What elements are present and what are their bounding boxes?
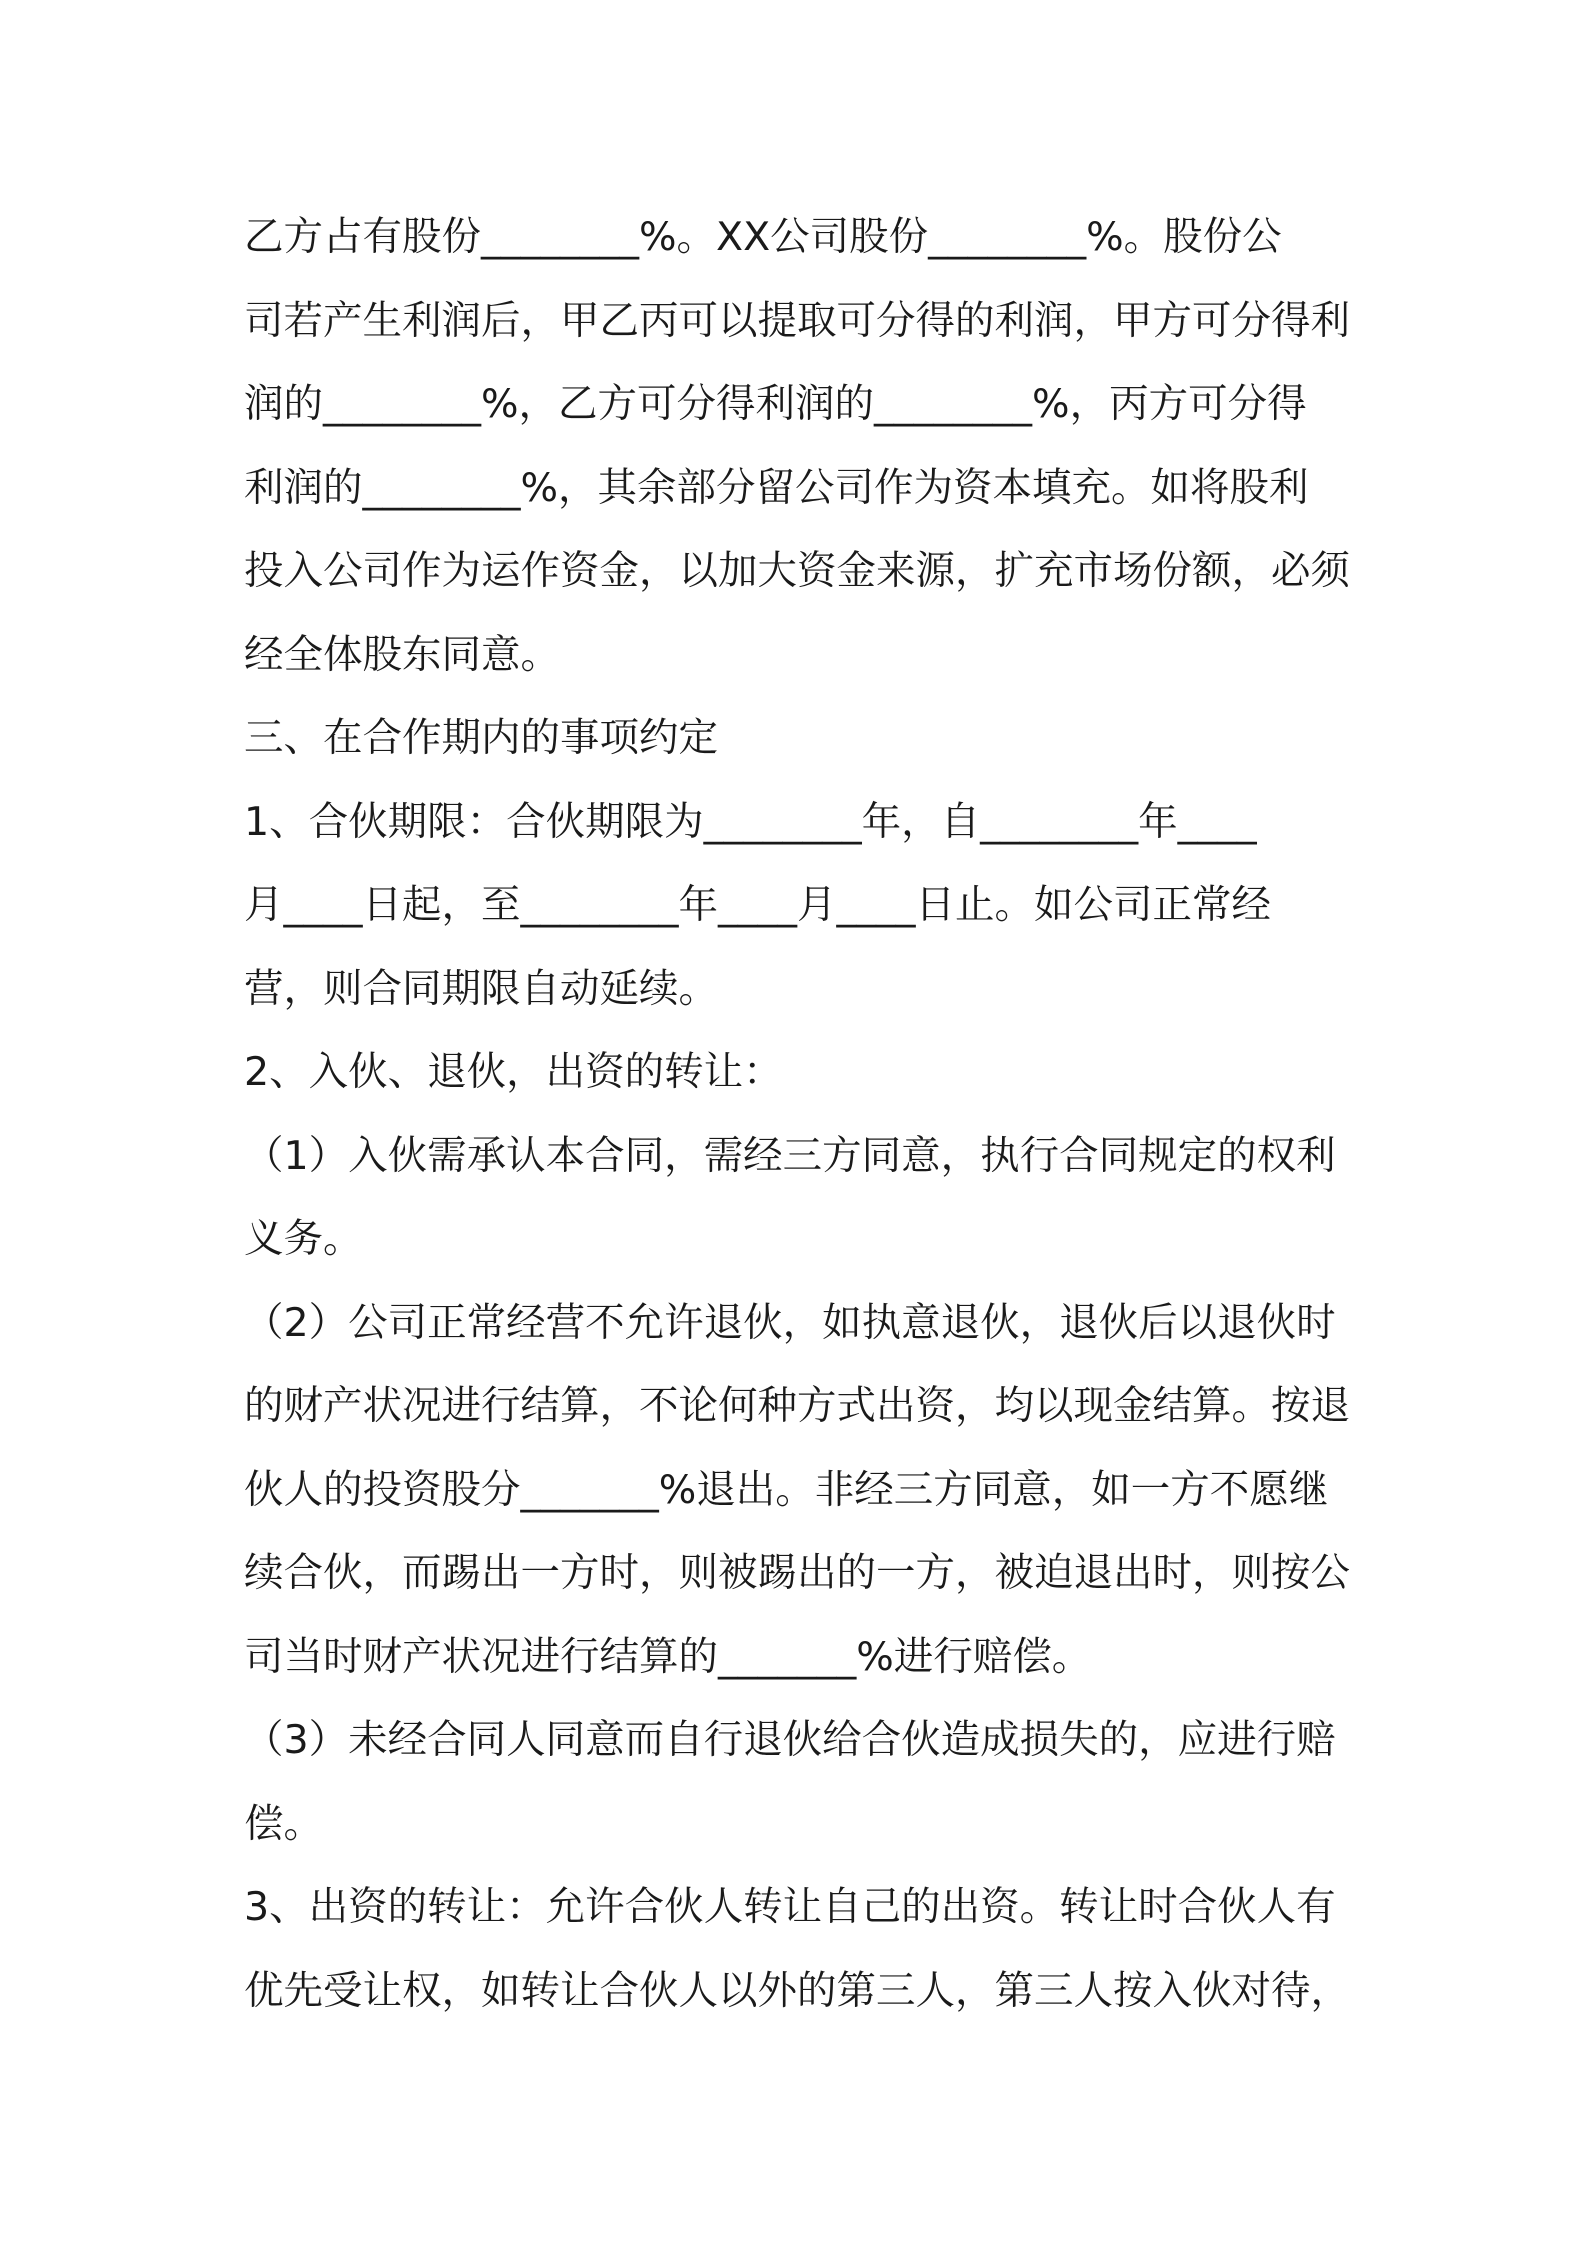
paragraph-line-4: 利润的________%，其余部分留公司作为资本填充。如将股利 — [244, 464, 1309, 511]
clause-2-2-line-5: 司当时财产状况进行结算的_______%进行赔偿。 — [244, 1633, 1092, 1680]
clause-2-3-line-2: 偿。 — [244, 1800, 323, 1847]
clause-2-2-line-3: 伙人的投资股分_______%退出。非经三方同意，如一方不愿继 — [244, 1466, 1329, 1513]
clause-2-heading: 2、入伙、退伙，出资的转让： — [244, 1049, 783, 1095]
clause-2-1-line-2: 义务。 — [244, 1216, 363, 1262]
clause-3-line-2: 优先受让权，如转让合伙人以外的第三人，第三人按入伙对待， — [244, 1967, 1350, 2014]
clause-2-2-line-2: 的财产状况进行结算，不论何种方式出资，均以现金结算。按退 — [244, 1383, 1350, 1429]
clause-2-2-line-1: （2）公司正常经营不允许退伙，如执意退伙，退伙后以退伙时 — [244, 1299, 1336, 1346]
clause-1-line-3: 营，则合同期限自动延续。 — [244, 965, 718, 1012]
paragraph-line-1: 乙方占有股份________%。XX公司股份________%。股份公 — [244, 214, 1282, 260]
clause-2-3-line-1: （3）未经合同人同意而自行退伙给合伙造成损失的，应进行赔 — [244, 1717, 1336, 1763]
paragraph-line-3: 润的________%，乙方可分得利润的________%，丙方可分得 — [244, 381, 1307, 427]
clause-1-line-2: 月____日起，至________年____月____日止。如公司正常经 — [244, 882, 1271, 928]
paragraph-line-5: 投入公司作为运作资金，以加大资金来源，扩充市场份额，必须 — [244, 548, 1350, 594]
paragraph-line-2: 司若产生利润后，甲乙丙可以提取可分得的利润，甲方可分得利 — [244, 297, 1350, 344]
clause-1-line-1: 1、合伙期限：合伙期限为________年，自________年____ — [244, 798, 1257, 845]
clause-3-line-1: 3、出资的转让：允许合伙人转让自己的出资。转让时合伙人有 — [244, 1884, 1336, 1930]
clause-2-2-line-4: 续合伙，而踢出一方时，则被踢出的一方，被迫退出时，则按公 — [244, 1550, 1350, 1596]
section-heading-3: 三、在合作期内的事项约定 — [244, 715, 718, 761]
clause-2-1-line-1: （1）入伙需承认本合同，需经三方同意，执行合同规定的权利 — [244, 1132, 1336, 1179]
paragraph-line-6: 经全体股东同意。 — [244, 631, 560, 678]
document-body — [244, 196, 1354, 2033]
